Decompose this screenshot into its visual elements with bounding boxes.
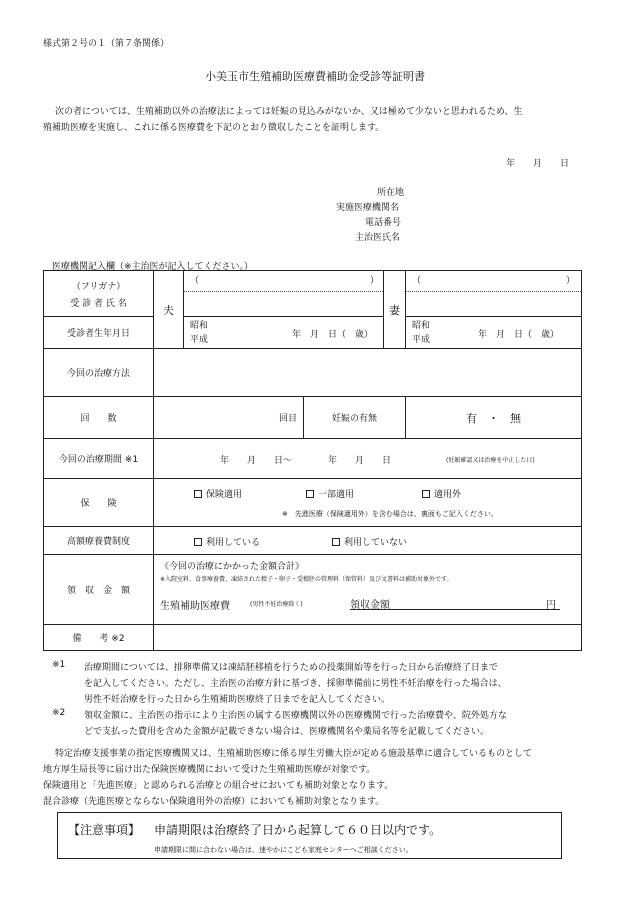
issue-date: 年 月 日 [506,159,570,169]
eligibility-line-2: 地方厚生局長等に届け出た保険医療機関において受けた生殖補助医療が対象です。 [43,765,376,775]
eligibility-line-4: 混合診療（先進医療とならない保険適用外の治療）においても補助対象となります。 [43,797,385,807]
husband-birthdate-field[interactable]: 昭和 平成 年 月 日（ 歳） [184,317,384,349]
footnote-1-mark: ※1 [52,660,66,670]
high-cost-field [154,527,582,555]
institution-doctor-label: 主治医氏名 [355,233,401,243]
art-cost-label: 生殖補助医療費 [160,601,230,612]
count-label: 回 数 [44,397,154,439]
notice-text: 申請期限は治療終了日から起算して６０日以内です。 [154,823,442,837]
insurance-option-none[interactable]: 適用外 [422,487,461,500]
institution-name-label: 実施医療機関名 [336,203,400,213]
treatment-period-label: 今回の治療期間 ※1 [44,439,154,479]
high-cost-option-yes[interactable]: 利用している [194,535,260,548]
notice-heading: 【注意事項】 [68,823,141,837]
insurance-option-partial[interactable]: 一部適用 [306,487,354,500]
husband-name-field[interactable]: （ ） [184,271,384,317]
period-note: (妊娠確認又は治療を中止した日) [446,457,535,464]
count-field[interactable] [154,397,304,439]
treatment-method-field[interactable] [154,349,582,397]
remarks-field[interactable] [154,625,582,651]
form-number: 様式第２号の１（第７条関係） [43,39,170,49]
wife-name-field[interactable]: （ ） [406,271,582,317]
checkbox-icon [422,490,430,498]
wife-era: 昭和 平成 [412,321,431,345]
intro-line-1: 次の者については、生殖補助以外の治療法によっては妊娠の見込みがないか、又は極めて少ないと思われるため、生 [55,107,523,117]
wife-birthdate-field[interactable]: 昭和 平成 年 月 日（ 歳） [406,317,582,349]
pregnancy-options[interactable]: 有 ・ 無 [406,397,582,439]
art-cost-note: (男性不妊治療除く) [250,601,303,608]
amount-field[interactable]: 領収金額 円 [350,596,560,610]
footnote-1: 治療期間については、排卵準備又は凍結胚移植を行うための投薬開始等を行った日から治療終了日まで を記入してください。ただし、主治医の治療方針に基づき、採卵準備前に男性不妊治療を行った場合は、 男性不妊治療を行った日から生殖補助医療終了日までを記入してください。 [84,663,507,705]
patient-name-label: 受 診 者 氏 名 [70,298,127,309]
intro-line-2: 殖補助医療を実施し、これに係る医療費を下記のとおり徴収したことを証明します。 [43,123,385,133]
insurance-field [154,479,582,527]
form-caption: 医療機関記入欄（※主治医が記入してください。） [52,262,254,272]
husband-era: 昭和 平成 [190,321,209,345]
institution-address-label: 所在地 [377,188,405,198]
footnote-2: 領収金額に、主治医の指示により主治医の属する医療機関以外の医療機関で行った治療費や、院外処方な どで支払った費用を含めた金額が記載できない場合は、医療機関名や薬局名等を記載してください。 [84,711,507,737]
insurance-label: 保 険 [44,479,154,527]
receipt-note: ※入院室料、食事療養費、凍結された精子・卵子・受精胚の管理料（保管料）及び文書料は補助対象外です。 [160,576,453,583]
checkbox-icon [194,490,202,498]
footnote-2-mark: ※2 [52,708,66,718]
page-title: 小美玉市生殖補助医療費補助金受診等証明書 [205,70,425,83]
notice-subtext: 申請期限に間に合わない場合は、速やかにこども家庭センターへご相談ください。 [154,846,413,854]
receipt-field [154,555,582,625]
remarks-label: 備 考 ※2 [44,625,154,651]
checkbox-icon [332,538,340,546]
eligibility-line-3: 保険適用と「先進医療」と認められる治療との組合せにおいても補助対象となります。 [43,781,394,791]
high-cost-option-no[interactable]: 利用していない [332,535,407,548]
treatment-period-field[interactable]: 年 月 日～ 年 月 日 (妊娠確認又は治療を中止した日) [154,439,582,479]
eligibility-line-1: 特定治療支援事業の指定医療機関又は、生殖補助医療に係る厚生労働大臣が定める施設基準に適合しているものとして [55,749,533,759]
notice-box [57,812,562,859]
checkbox-icon [306,490,314,498]
high-cost-label: 高額療養費制度 [44,527,154,555]
wife-label: 妻 [384,271,406,349]
insurance-note: ※ 先進医療（保険適用外）を含む場合は、裏面もご記入ください。 [282,510,498,518]
insurance-option-applied[interactable]: 保険適用 [194,487,242,500]
furigana-label: （フリガナ） [71,281,126,292]
patient-name-header [44,271,154,317]
treatment-method-label: 今回の治療方法 [44,349,154,397]
receipt-label: 領 収 金 額 [44,555,154,625]
birthdate-label: 受診者生年月日 [44,317,154,349]
institution-phone-label: 電話番号 [365,218,402,228]
receipt-header: 《今回の治療にかかった金額合計》 [160,562,305,572]
pregnancy-label: 妊娠の有無 [304,397,406,439]
count-unit: 回目 [278,414,297,424]
checkbox-icon [194,538,202,546]
husband-label: 夫 [154,271,184,349]
certificate-table [43,270,582,651]
